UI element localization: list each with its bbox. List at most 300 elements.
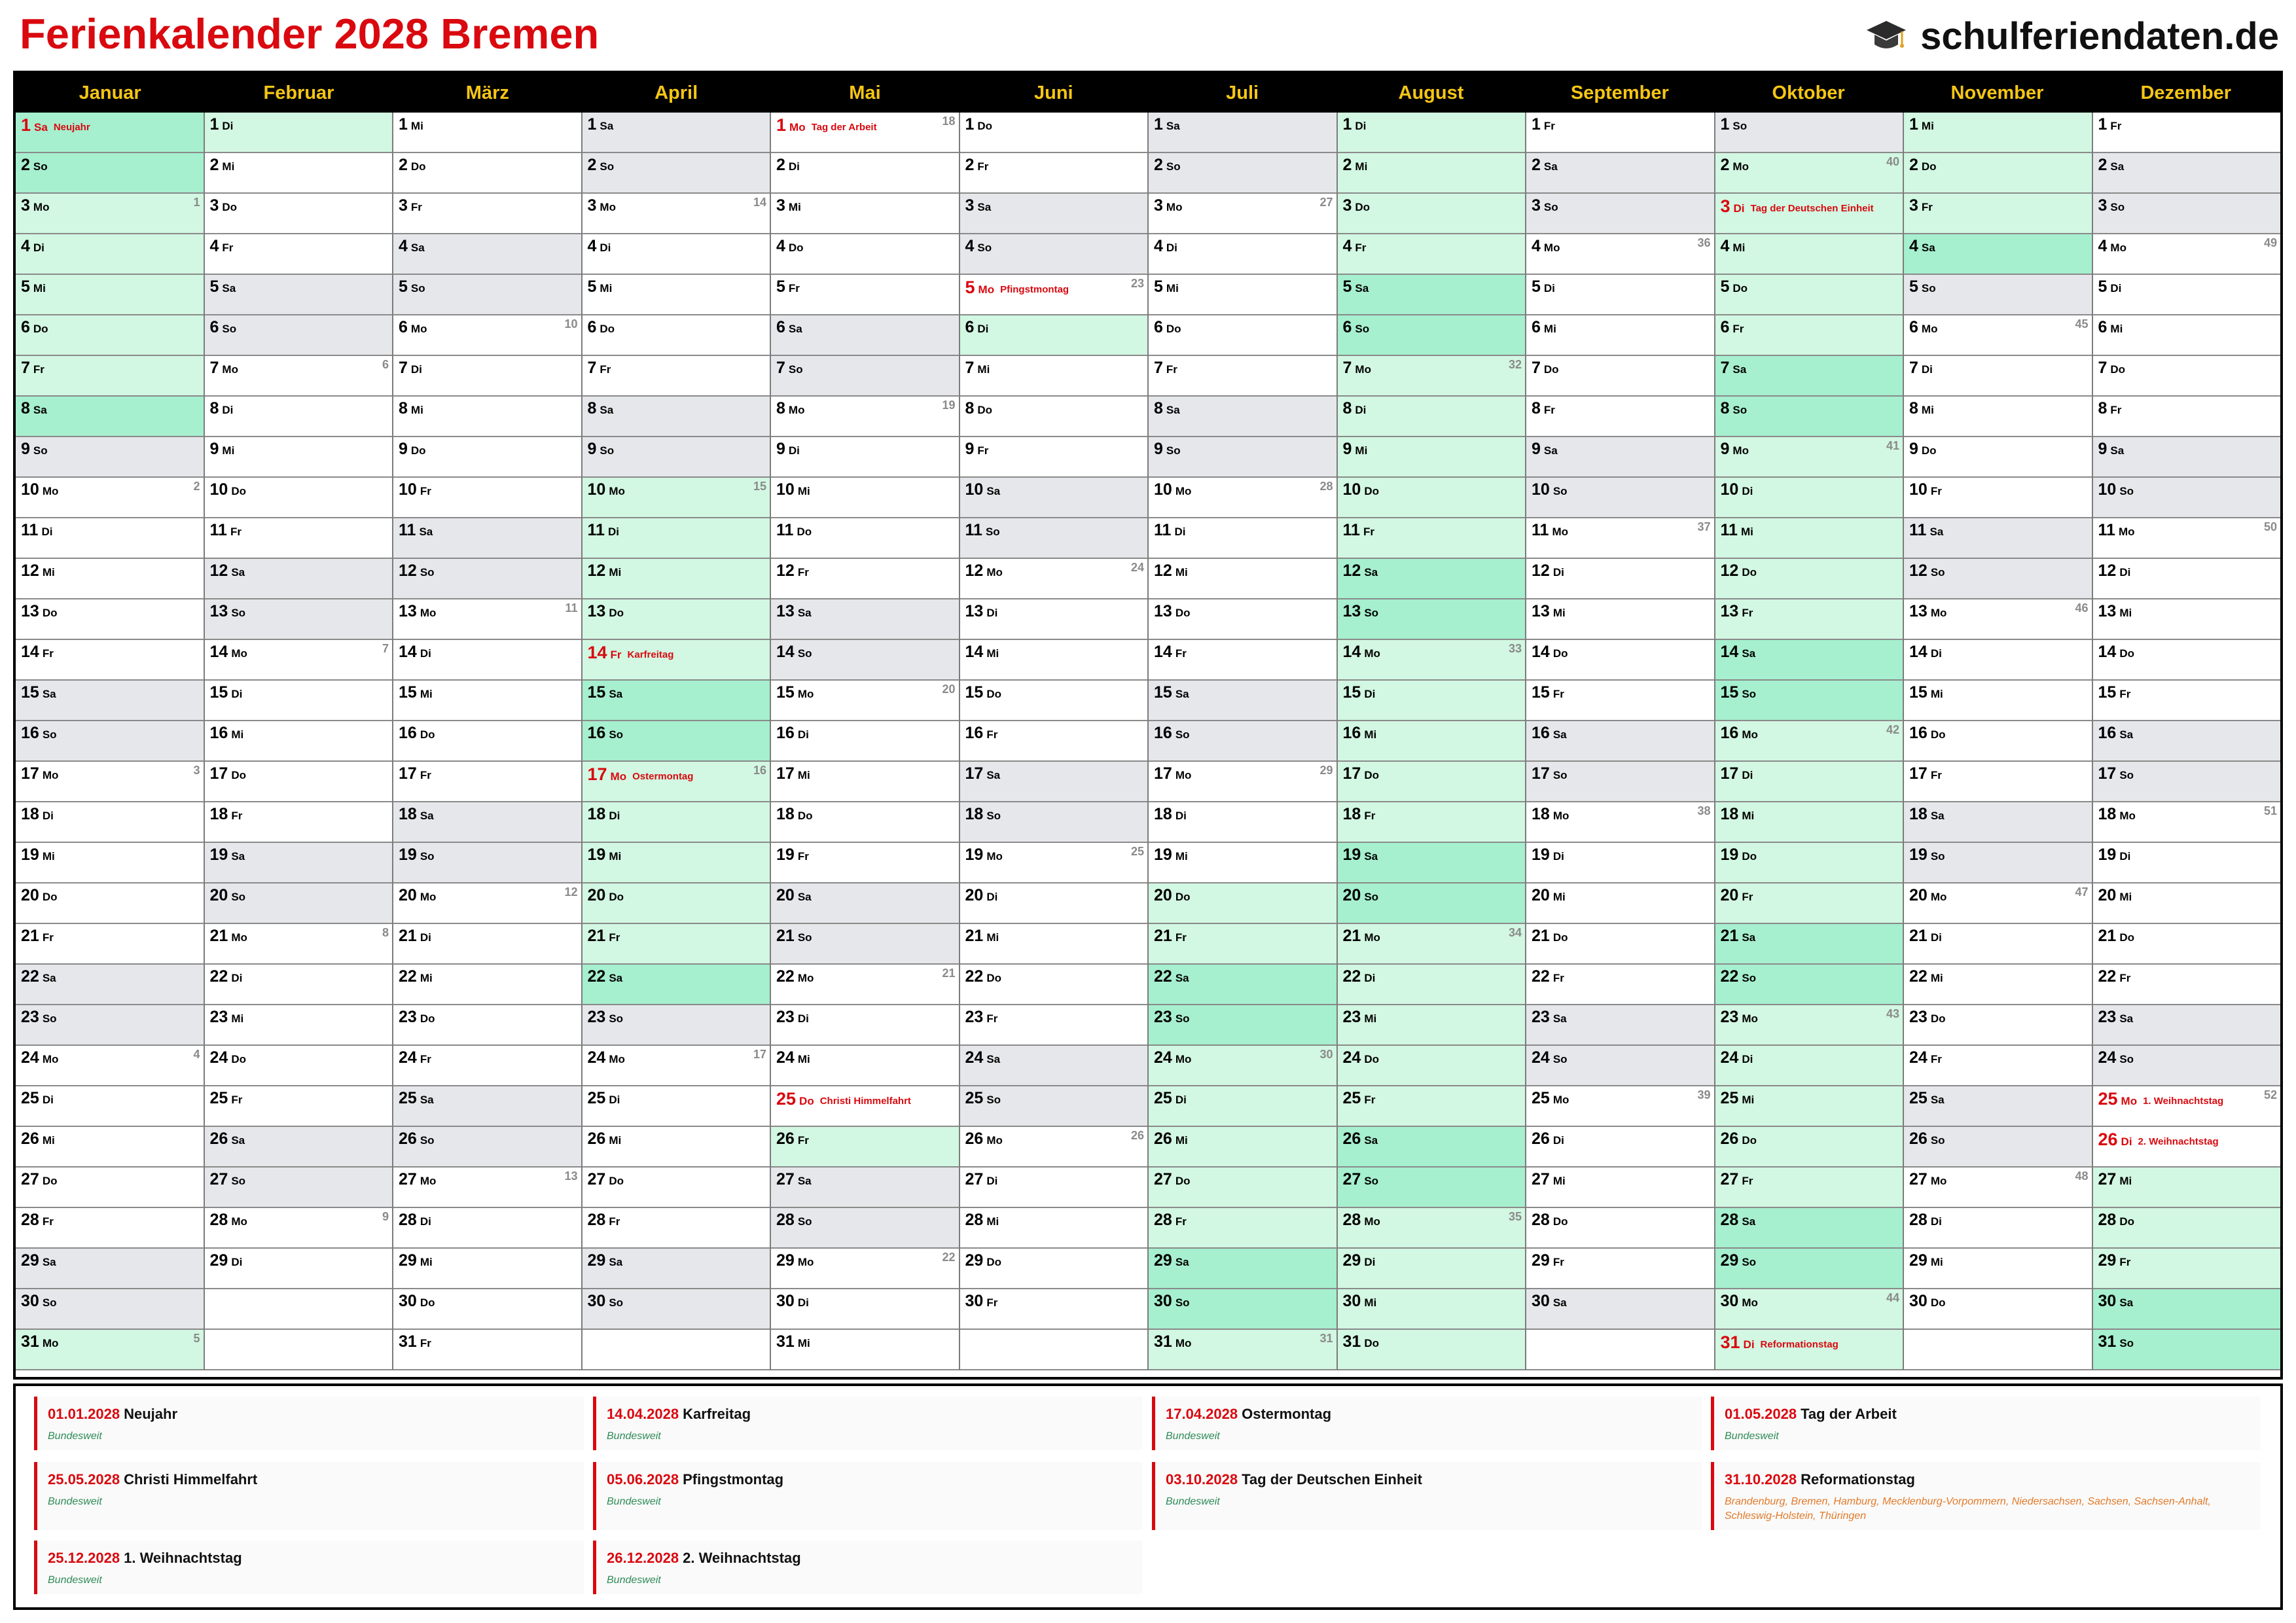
day-cell[interactable]	[960, 315, 1148, 356]
day-cell[interactable]	[393, 1086, 581, 1127]
day-cell[interactable]	[1715, 153, 1903, 194]
day-cell[interactable]	[393, 356, 581, 397]
day-cell[interactable]	[16, 721, 204, 762]
day-cell[interactable]	[1149, 1005, 1336, 1046]
day-cell[interactable]	[2093, 640, 2281, 681]
day-cell[interactable]	[1149, 559, 1336, 599]
day-cell[interactable]	[1526, 640, 1714, 681]
day-cell[interactable]	[16, 1289, 204, 1330]
day-cell[interactable]	[1149, 234, 1336, 275]
day-cell[interactable]	[771, 802, 959, 843]
day-cell[interactable]	[1526, 478, 1714, 518]
day-cell[interactable]	[2093, 1289, 2281, 1330]
day-cell[interactable]	[205, 640, 393, 681]
day-cell[interactable]	[771, 153, 959, 194]
day-cell[interactable]	[1904, 1168, 2092, 1208]
day-cell[interactable]	[771, 1005, 959, 1046]
day-cell[interactable]	[771, 1249, 959, 1289]
day-cell[interactable]	[1149, 437, 1336, 478]
day-cell[interactable]	[1338, 1330, 1526, 1370]
day-cell[interactable]	[583, 234, 770, 275]
day-cell[interactable]	[1338, 437, 1526, 478]
day-cell[interactable]	[1338, 924, 1526, 965]
day-cell[interactable]	[1149, 965, 1336, 1005]
day-cell[interactable]	[393, 721, 581, 762]
day-cell[interactable]	[205, 1249, 393, 1289]
day-cell[interactable]	[393, 762, 581, 802]
day-cell[interactable]	[1904, 194, 2092, 234]
day-cell[interactable]	[1715, 1168, 1903, 1208]
day-cell[interactable]	[1715, 1005, 1903, 1046]
day-cell[interactable]	[205, 681, 393, 721]
day-cell[interactable]	[2093, 275, 2281, 315]
day-cell[interactable]	[1715, 397, 1903, 437]
day-cell[interactable]	[1904, 1127, 2092, 1168]
day-cell[interactable]	[1904, 1005, 2092, 1046]
day-cell[interactable]	[16, 1005, 204, 1046]
day-cell[interactable]	[1904, 315, 2092, 356]
day-cell[interactable]	[2093, 113, 2281, 153]
day-cell[interactable]	[1149, 275, 1336, 315]
day-cell[interactable]	[583, 518, 770, 559]
day-cell[interactable]	[393, 437, 581, 478]
day-cell[interactable]	[205, 1046, 393, 1086]
day-cell[interactable]	[1904, 518, 2092, 559]
day-cell[interactable]	[1904, 153, 2092, 194]
day-cell[interactable]	[2093, 397, 2281, 437]
day-cell[interactable]	[16, 843, 204, 883]
day-cell[interactable]	[1149, 681, 1336, 721]
day-cell[interactable]	[393, 1330, 581, 1370]
day-cell[interactable]	[1904, 275, 2092, 315]
day-cell[interactable]	[1715, 599, 1903, 640]
day-cell[interactable]	[205, 1005, 393, 1046]
day-cell[interactable]	[393, 924, 581, 965]
day-cell[interactable]	[1149, 315, 1336, 356]
day-cell[interactable]	[583, 721, 770, 762]
day-cell[interactable]	[1526, 437, 1714, 478]
day-cell[interactable]	[583, 1005, 770, 1046]
day-cell[interactable]	[1904, 1289, 2092, 1330]
day-cell[interactable]	[1715, 640, 1903, 681]
day-cell[interactable]	[2093, 681, 2281, 721]
day-cell[interactable]	[960, 113, 1148, 153]
day-cell[interactable]	[960, 640, 1148, 681]
day-cell[interactable]	[393, 640, 581, 681]
day-cell[interactable]	[1149, 478, 1336, 518]
day-cell[interactable]	[771, 721, 959, 762]
day-cell[interactable]	[1526, 965, 1714, 1005]
day-cell[interactable]	[960, 802, 1148, 843]
day-cell[interactable]	[583, 762, 770, 802]
day-cell[interactable]	[1904, 965, 2092, 1005]
day-cell[interactable]	[1904, 1086, 2092, 1127]
day-cell[interactable]	[960, 478, 1148, 518]
day-cell[interactable]	[16, 1086, 204, 1127]
day-cell[interactable]	[960, 843, 1148, 883]
day-cell[interactable]	[771, 518, 959, 559]
day-cell[interactable]	[1338, 883, 1526, 924]
day-cell[interactable]	[1338, 153, 1526, 194]
day-cell[interactable]	[1338, 478, 1526, 518]
day-cell[interactable]	[2093, 762, 2281, 802]
day-cell[interactable]	[1904, 843, 2092, 883]
day-cell[interactable]	[393, 234, 581, 275]
day-cell[interactable]	[583, 640, 770, 681]
day-cell[interactable]	[16, 397, 204, 437]
day-cell[interactable]	[583, 1046, 770, 1086]
day-cell[interactable]	[1904, 559, 2092, 599]
day-cell[interactable]	[1715, 275, 1903, 315]
day-cell[interactable]	[205, 843, 393, 883]
day-cell[interactable]	[583, 397, 770, 437]
day-cell[interactable]	[1338, 721, 1526, 762]
day-cell[interactable]	[960, 234, 1148, 275]
day-cell[interactable]	[960, 681, 1148, 721]
day-cell[interactable]	[1715, 234, 1903, 275]
day-cell[interactable]	[1149, 153, 1336, 194]
day-cell[interactable]	[1526, 721, 1714, 762]
day-cell[interactable]	[1715, 883, 1903, 924]
day-cell[interactable]	[1715, 1127, 1903, 1168]
day-cell[interactable]	[205, 762, 393, 802]
day-cell[interactable]	[771, 1168, 959, 1208]
day-cell[interactable]	[771, 843, 959, 883]
day-cell[interactable]	[1149, 1127, 1336, 1168]
day-cell[interactable]	[1715, 965, 1903, 1005]
day-cell[interactable]	[1526, 883, 1714, 924]
day-cell[interactable]	[16, 883, 204, 924]
day-cell[interactable]	[1715, 315, 1903, 356]
day-cell[interactable]	[1715, 1330, 1903, 1370]
brand[interactable]	[1865, 14, 2279, 58]
day-cell[interactable]	[2093, 965, 2281, 1005]
day-cell[interactable]	[1715, 478, 1903, 518]
day-cell[interactable]	[16, 762, 204, 802]
day-cell[interactable]	[2093, 194, 2281, 234]
day-cell[interactable]	[1904, 437, 2092, 478]
day-cell[interactable]	[1715, 356, 1903, 397]
day-cell[interactable]	[393, 681, 581, 721]
day-cell[interactable]	[1338, 234, 1526, 275]
day-cell[interactable]	[771, 315, 959, 356]
day-cell[interactable]	[1715, 721, 1903, 762]
day-cell[interactable]	[1526, 153, 1714, 194]
day-cell[interactable]	[771, 1330, 959, 1370]
day-cell[interactable]	[583, 194, 770, 234]
day-cell[interactable]	[583, 924, 770, 965]
day-cell[interactable]	[960, 924, 1148, 965]
day-cell[interactable]	[1526, 275, 1714, 315]
day-cell[interactable]	[2093, 559, 2281, 599]
day-cell[interactable]	[1338, 1005, 1526, 1046]
day-cell[interactable]	[1715, 681, 1903, 721]
day-cell[interactable]	[205, 356, 393, 397]
day-cell[interactable]	[393, 478, 581, 518]
day-cell[interactable]	[583, 1127, 770, 1168]
day-cell[interactable]	[393, 883, 581, 924]
day-cell[interactable]	[16, 559, 204, 599]
day-cell[interactable]	[2093, 234, 2281, 275]
day-cell[interactable]	[1904, 113, 2092, 153]
day-cell[interactable]	[771, 924, 959, 965]
day-cell[interactable]	[771, 478, 959, 518]
day-cell[interactable]	[960, 1086, 1148, 1127]
day-cell[interactable]	[1149, 518, 1336, 559]
day-cell[interactable]	[1338, 397, 1526, 437]
day-cell[interactable]	[1904, 234, 2092, 275]
day-cell[interactable]	[16, 478, 204, 518]
day-cell[interactable]	[205, 1127, 393, 1168]
day-cell[interactable]	[1149, 1289, 1336, 1330]
day-cell[interactable]	[393, 599, 581, 640]
day-cell[interactable]	[583, 356, 770, 397]
day-cell[interactable]	[205, 315, 393, 356]
day-cell[interactable]	[393, 194, 581, 234]
day-cell[interactable]	[960, 883, 1148, 924]
day-cell[interactable]	[1149, 883, 1336, 924]
day-cell[interactable]	[16, 1168, 204, 1208]
day-cell[interactable]	[16, 437, 204, 478]
day-cell[interactable]	[2093, 843, 2281, 883]
day-cell[interactable]	[393, 153, 581, 194]
day-cell[interactable]	[1338, 1086, 1526, 1127]
day-cell[interactable]	[205, 478, 393, 518]
day-cell[interactable]	[205, 559, 393, 599]
day-cell[interactable]	[1338, 559, 1526, 599]
day-cell[interactable]	[16, 1127, 204, 1168]
day-cell[interactable]	[205, 721, 393, 762]
day-cell[interactable]	[583, 559, 770, 599]
day-cell[interactable]	[1904, 356, 2092, 397]
day-cell[interactable]	[960, 1005, 1148, 1046]
day-cell[interactable]	[393, 802, 581, 843]
day-cell[interactable]	[2093, 1046, 2281, 1086]
day-cell[interactable]	[960, 275, 1148, 315]
day-cell[interactable]	[1149, 1249, 1336, 1289]
day-cell[interactable]	[1526, 1249, 1714, 1289]
day-cell[interactable]	[1904, 681, 2092, 721]
day-cell[interactable]	[1149, 194, 1336, 234]
day-cell[interactable]	[205, 437, 393, 478]
day-cell[interactable]	[960, 1046, 1148, 1086]
day-cell[interactable]	[393, 1249, 581, 1289]
day-cell[interactable]	[1338, 681, 1526, 721]
day-cell[interactable]	[1715, 113, 1903, 153]
day-cell[interactable]	[205, 599, 393, 640]
day-cell[interactable]	[771, 397, 959, 437]
day-cell[interactable]	[583, 1289, 770, 1330]
day-cell[interactable]	[771, 275, 959, 315]
day-cell[interactable]	[393, 518, 581, 559]
day-cell[interactable]	[1338, 315, 1526, 356]
day-cell[interactable]	[393, 1289, 581, 1330]
day-cell[interactable]	[960, 1127, 1148, 1168]
day-cell[interactable]	[1526, 599, 1714, 640]
day-cell[interactable]	[960, 518, 1148, 559]
day-cell[interactable]	[1526, 1046, 1714, 1086]
day-cell[interactable]	[1338, 965, 1526, 1005]
day-cell[interactable]	[1338, 762, 1526, 802]
day-cell[interactable]	[205, 802, 393, 843]
day-cell[interactable]	[1526, 1168, 1714, 1208]
day-cell[interactable]	[16, 315, 204, 356]
day-cell[interactable]	[393, 1208, 581, 1249]
day-cell[interactable]	[1715, 1249, 1903, 1289]
day-cell[interactable]	[2093, 599, 2281, 640]
day-cell[interactable]	[16, 924, 204, 965]
day-cell[interactable]	[1904, 802, 2092, 843]
day-cell[interactable]	[1526, 113, 1714, 153]
day-cell[interactable]	[16, 965, 204, 1005]
day-cell[interactable]	[960, 194, 1148, 234]
day-cell[interactable]	[1904, 478, 2092, 518]
day-cell[interactable]	[2093, 721, 2281, 762]
day-cell[interactable]	[1149, 397, 1336, 437]
day-cell[interactable]	[1338, 843, 1526, 883]
day-cell[interactable]	[583, 1168, 770, 1208]
day-cell[interactable]	[1715, 559, 1903, 599]
day-cell[interactable]	[205, 1208, 393, 1249]
day-cell[interactable]	[960, 1208, 1148, 1249]
day-cell[interactable]	[771, 194, 959, 234]
day-cell[interactable]	[2093, 1330, 2281, 1370]
day-cell[interactable]	[1149, 1046, 1336, 1086]
day-cell[interactable]	[771, 234, 959, 275]
day-cell[interactable]	[583, 1086, 770, 1127]
day-cell[interactable]	[960, 559, 1148, 599]
day-cell[interactable]	[1715, 1086, 1903, 1127]
day-cell[interactable]	[960, 1249, 1148, 1289]
day-cell[interactable]	[583, 802, 770, 843]
day-cell[interactable]	[960, 762, 1148, 802]
day-cell[interactable]	[1715, 762, 1903, 802]
day-cell[interactable]	[1526, 1086, 1714, 1127]
day-cell[interactable]	[960, 1168, 1148, 1208]
day-cell[interactable]	[1715, 1046, 1903, 1086]
day-cell[interactable]	[16, 275, 204, 315]
day-cell[interactable]	[1338, 1208, 1526, 1249]
day-cell[interactable]	[1149, 640, 1336, 681]
day-cell[interactable]	[205, 153, 393, 194]
day-cell[interactable]	[960, 1289, 1148, 1330]
day-cell[interactable]	[205, 1086, 393, 1127]
day-cell[interactable]	[1149, 1168, 1336, 1208]
day-cell[interactable]	[1149, 599, 1336, 640]
day-cell[interactable]	[1904, 1208, 2092, 1249]
day-cell[interactable]	[960, 356, 1148, 397]
day-cell[interactable]	[2093, 478, 2281, 518]
day-cell[interactable]	[583, 1208, 770, 1249]
day-cell[interactable]	[393, 397, 581, 437]
day-cell[interactable]	[2093, 518, 2281, 559]
day-cell[interactable]	[1904, 1046, 2092, 1086]
day-cell[interactable]	[1904, 640, 2092, 681]
day-cell[interactable]	[583, 843, 770, 883]
day-cell[interactable]	[205, 518, 393, 559]
day-cell[interactable]	[1338, 1127, 1526, 1168]
day-cell[interactable]	[1526, 559, 1714, 599]
day-cell[interactable]	[1149, 721, 1336, 762]
day-cell[interactable]	[1526, 762, 1714, 802]
day-cell[interactable]	[771, 1289, 959, 1330]
day-cell[interactable]	[960, 397, 1148, 437]
day-cell[interactable]	[1338, 1168, 1526, 1208]
day-cell[interactable]	[205, 113, 393, 153]
day-cell[interactable]	[1904, 762, 2092, 802]
day-cell[interactable]	[1526, 356, 1714, 397]
day-cell[interactable]	[1904, 1249, 2092, 1289]
day-cell[interactable]	[583, 1249, 770, 1289]
day-cell[interactable]	[1715, 194, 1903, 234]
day-cell[interactable]	[583, 599, 770, 640]
day-cell[interactable]	[1526, 518, 1714, 559]
day-cell[interactable]	[16, 234, 204, 275]
day-cell[interactable]	[1338, 113, 1526, 153]
day-cell[interactable]	[393, 1005, 581, 1046]
day-cell[interactable]	[583, 315, 770, 356]
day-cell[interactable]	[205, 965, 393, 1005]
day-cell[interactable]	[1526, 234, 1714, 275]
day-cell[interactable]	[1526, 1208, 1714, 1249]
day-cell[interactable]	[2093, 356, 2281, 397]
day-cell[interactable]	[1149, 1330, 1336, 1370]
day-cell[interactable]	[2093, 315, 2281, 356]
day-cell[interactable]	[1338, 1289, 1526, 1330]
day-cell[interactable]	[16, 640, 204, 681]
day-cell[interactable]	[1526, 1127, 1714, 1168]
day-cell[interactable]	[771, 1046, 959, 1086]
day-cell[interactable]	[1715, 518, 1903, 559]
day-cell[interactable]	[16, 681, 204, 721]
day-cell[interactable]	[771, 356, 959, 397]
day-cell[interactable]	[1149, 1086, 1336, 1127]
day-cell[interactable]	[1904, 397, 2092, 437]
day-cell[interactable]	[2093, 802, 2281, 843]
day-cell[interactable]	[771, 599, 959, 640]
day-cell[interactable]	[393, 1127, 581, 1168]
day-cell[interactable]	[771, 113, 959, 153]
day-cell[interactable]	[1715, 1208, 1903, 1249]
day-cell[interactable]	[205, 883, 393, 924]
day-cell[interactable]	[16, 802, 204, 843]
day-cell[interactable]	[771, 965, 959, 1005]
day-cell[interactable]	[771, 1127, 959, 1168]
day-cell[interactable]	[583, 681, 770, 721]
day-cell[interactable]	[1904, 721, 2092, 762]
day-cell[interactable]	[2093, 437, 2281, 478]
day-cell[interactable]	[583, 883, 770, 924]
day-cell[interactable]	[1526, 924, 1714, 965]
day-cell[interactable]	[1149, 1208, 1336, 1249]
day-cell[interactable]	[1338, 1046, 1526, 1086]
day-cell[interactable]	[1715, 437, 1903, 478]
day-cell[interactable]	[393, 843, 581, 883]
day-cell[interactable]	[583, 275, 770, 315]
day-cell[interactable]	[960, 965, 1148, 1005]
day-cell[interactable]	[583, 113, 770, 153]
day-cell[interactable]	[1526, 315, 1714, 356]
day-cell[interactable]	[771, 762, 959, 802]
day-cell[interactable]	[2093, 883, 2281, 924]
day-cell[interactable]	[771, 559, 959, 599]
day-cell[interactable]	[2093, 1086, 2281, 1127]
day-cell[interactable]	[1338, 640, 1526, 681]
day-cell[interactable]	[16, 599, 204, 640]
day-cell[interactable]	[393, 559, 581, 599]
day-cell[interactable]	[771, 640, 959, 681]
day-cell[interactable]	[1526, 1289, 1714, 1330]
